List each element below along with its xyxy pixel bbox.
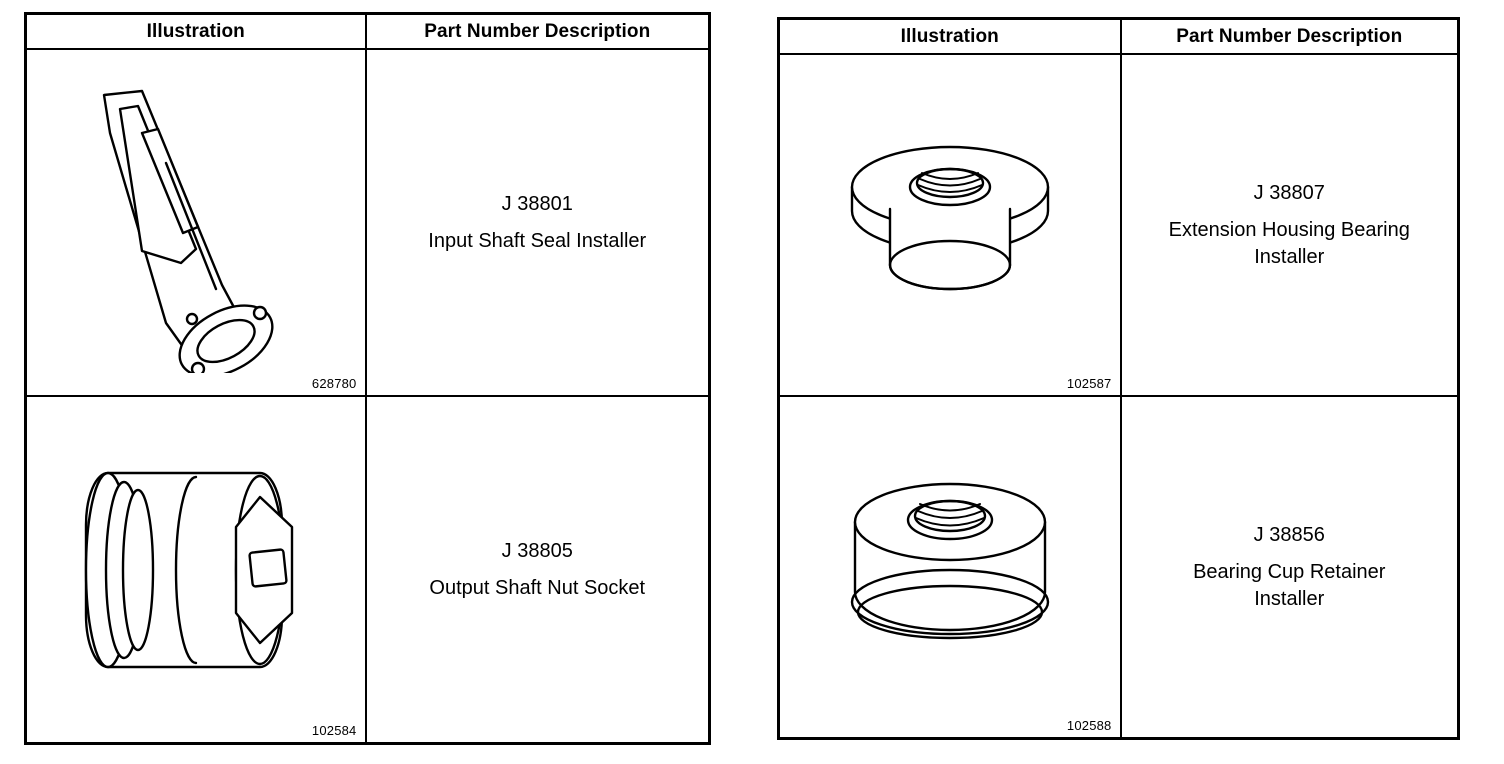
part-description: Output Shaft Nut Socket xyxy=(429,576,646,599)
extension-housing-bearing-installer-illustration xyxy=(780,55,1120,395)
part-description-line2: Installer xyxy=(1254,587,1325,610)
description-cell xyxy=(1121,396,1459,739)
part-description-line2: Installer xyxy=(1254,245,1325,268)
table-row xyxy=(779,396,1459,739)
part-number: J 38856 xyxy=(1253,523,1325,546)
illustration-cell xyxy=(26,49,366,396)
part-description: Input Shaft Seal Installer xyxy=(428,229,647,252)
illustration-cell xyxy=(779,396,1121,739)
table-row xyxy=(26,396,710,744)
part-number: J 38807 xyxy=(1253,181,1325,204)
table-row xyxy=(26,49,710,396)
special-tools-table-left xyxy=(24,12,711,745)
illustration-cell xyxy=(779,54,1121,396)
bearing-cup-retainer-installer-illustration xyxy=(780,397,1120,737)
description-cell xyxy=(366,49,710,396)
input-shaft-seal-installer-illustration xyxy=(27,50,365,395)
column-header-illustration: Illustration xyxy=(779,19,1121,55)
illustration-cell xyxy=(26,396,366,744)
part-number: J 38805 xyxy=(501,539,573,562)
column-header-description: Part Number Description xyxy=(1121,19,1459,55)
part-number: J 38801 xyxy=(501,192,573,215)
part-description: Bearing Cup Retainer xyxy=(1193,560,1386,583)
part-description: Extension Housing Bearing xyxy=(1168,218,1410,241)
column-header-description: Part Number Description xyxy=(366,14,710,50)
figure-number: 102584 xyxy=(311,723,357,738)
figure-number: 628780 xyxy=(311,376,357,391)
figure-number: 102587 xyxy=(1066,376,1112,391)
table-header-row xyxy=(26,14,710,50)
description-cell xyxy=(1121,54,1459,396)
table-row xyxy=(779,54,1459,396)
figure-number: 102588 xyxy=(1066,718,1112,733)
description-cell xyxy=(366,396,710,744)
special-tools-table-right xyxy=(777,17,1460,740)
table-header-row xyxy=(779,19,1459,55)
output-shaft-nut-socket-illustration xyxy=(27,397,365,742)
column-header-illustration: Illustration xyxy=(26,14,366,50)
